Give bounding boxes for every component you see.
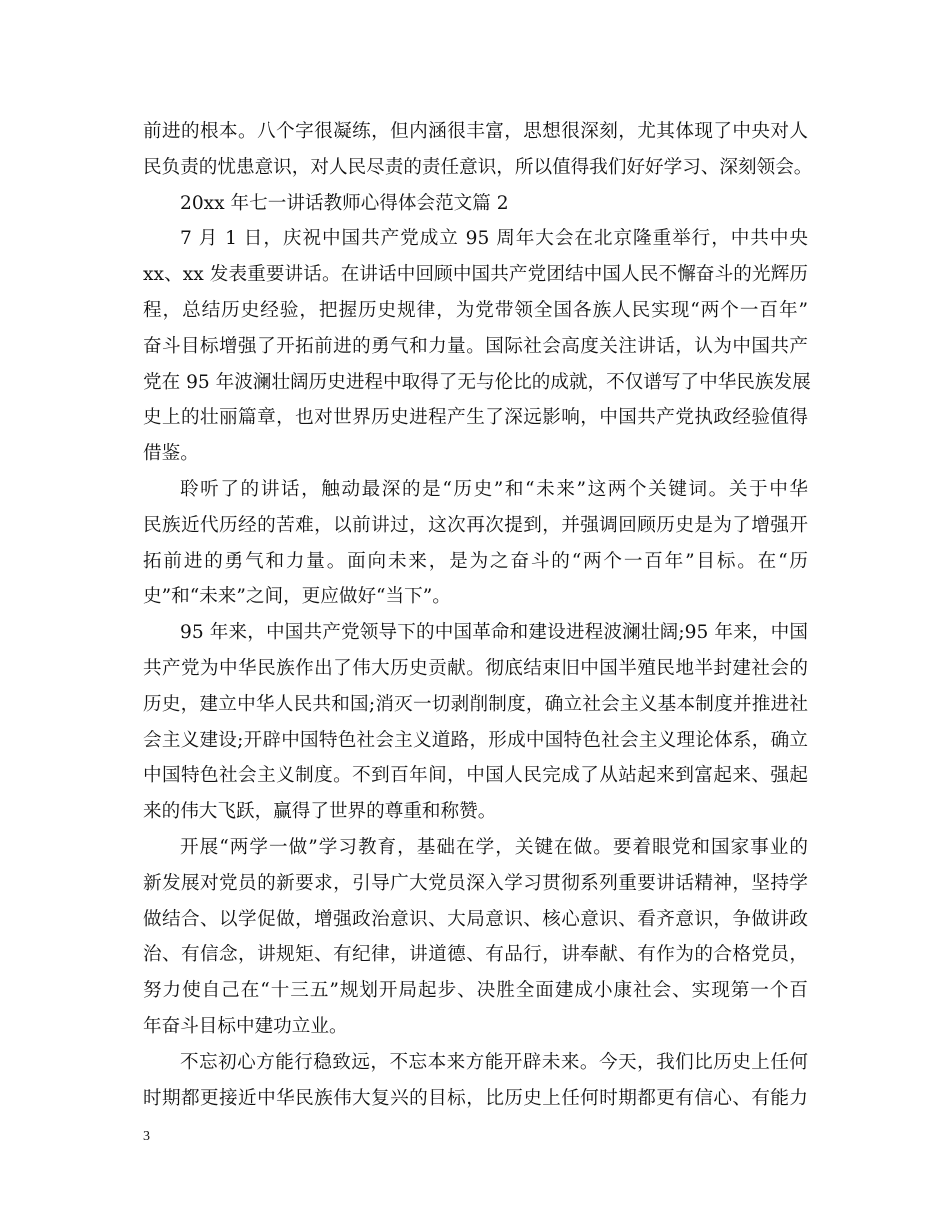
text-line: 拓前进的勇气和力量。面向未来，是为之奋斗的“两个一百年”目标。在“历 <box>143 550 808 572</box>
text-line: 程，总结历史经验，把握历史规律，为党带领全国各族人民实现“两个一百年” <box>143 299 808 321</box>
text-line: 聆听了的讲话，触动最深的是“历史”和“未来”这两个关键词。关于中华 <box>180 478 808 500</box>
text-line: 会主义建设;开辟中国特色社会主义道路，形成中国特色社会主义理论体系，确立 <box>143 729 808 751</box>
text-line: 年奋斗目标中建功立业。 <box>143 1015 348 1037</box>
text-line: 治、有信念，讲规矩、有纪律，讲道德、有品行，讲奉献、有作为的合格党员， <box>143 944 808 966</box>
text-line: 借鉴。 <box>143 443 199 465</box>
text-line: 新发展对党员的新要求，引导广大党员深入学习贯彻系列重要讲话精神，坚持学 <box>143 872 808 894</box>
text-line: 7 月 1 日，庆祝中国共产党成立 95 周年大会在北京隆重举行，中共中央 <box>180 228 808 250</box>
text-line: 历史，建立中华人民共和国;消灭一切剥削制度，确立社会主义基本制度并推进社 <box>143 693 808 715</box>
text-line: 前进的根本。八个字很凝练，但内涵很丰富，思想很深刻，尤其体现了中央对人 <box>143 121 808 142</box>
text-line: 史”和“未来”之间，更应做好“当下”。 <box>143 586 451 608</box>
text-line: 民族近代历经的苦难，以前讲过，这次再次提到，并强调回顾历史是为了增强开 <box>143 514 808 536</box>
text-line: 做结合、以学促做，增强政治意识、大局意识、核心意识、看齐意识，争做讲政 <box>143 908 808 930</box>
text-line: 不忘初心方能行稳致远，不忘本来方能开辟未来。今天，我们比历史上任何 <box>180 1051 808 1073</box>
text-line: xx、xx 发表重要讲话。在讲话中回顾中国共产党团结中国人民不懈奋斗的光辉历 <box>143 264 808 286</box>
text-line: 民负责的忧患意识，对人民尽责的责任意识，所以值得我们好好学习、深刻领会。 <box>143 156 813 178</box>
text-line: 党在 95 年波澜壮阔历史进程中取得了无与伦比的成就，不仅谱写了中华民族发展 <box>143 371 811 393</box>
section-heading: 20xx 年七一讲话教师心得体会范文篇 2 <box>180 192 509 214</box>
text-line: 努力使自己在“十三五”规划开局起步、决胜全面建成小康社会、实现第一个百 <box>143 980 808 1002</box>
text-line: 时期都更接近中华民族伟大复兴的目标，比历史上任何时期都更有信心、有能力 <box>143 1087 808 1109</box>
text-line: 共产党为中华民族作出了伟大历史贡献。彻底结束旧中国半殖民地半封建社会的 <box>143 657 808 679</box>
body-text <box>143 114 813 1116</box>
text-line: 中国特色社会主义制度。不到百年间，中国人民完成了从站起来到富起来、强起 <box>143 765 808 787</box>
text-line: 史上的壮丽篇章，也对世界历史进程产生了深远影响，中国共产党执政经验值得 <box>143 407 808 429</box>
page-number: 3 <box>143 1129 150 1144</box>
text-line: 奋斗目标增强了开拓前进的勇气和力量。国际社会高度关注讲话，认为中国共产 <box>143 335 808 357</box>
text-line: 开展“两学一做”学习教育，基础在学，关键在做。要着眼党和国家事业的 <box>180 836 808 858</box>
text-line: 来的伟大飞跃，赢得了世界的尊重和称赞。 <box>143 801 497 823</box>
text-line: 95 年来，中国共产党领导下的中国革命和建设进程波澜壮阔;95 年来，中国 <box>180 622 808 644</box>
